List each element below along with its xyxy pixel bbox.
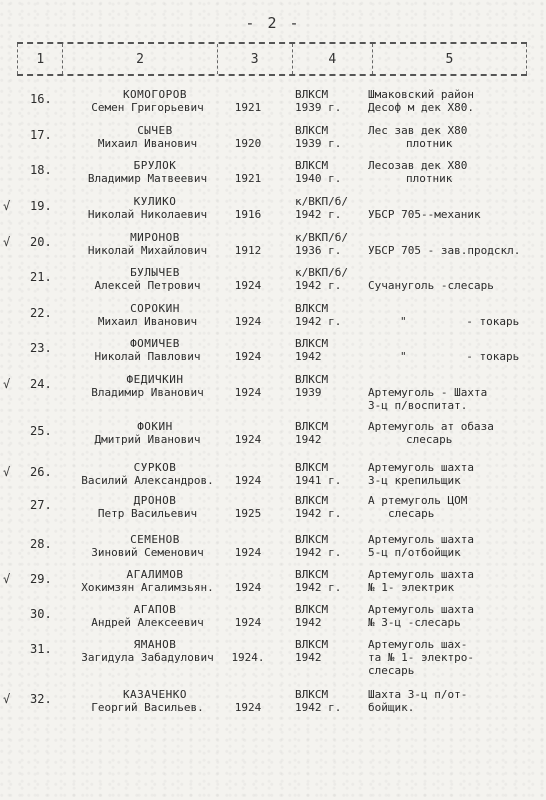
check-mark: √ — [3, 572, 11, 586]
table-row — [0, 494, 546, 530]
membership-org: к/ВКП/б/ — [295, 195, 348, 208]
workplace-line-1: УБСР 705--механик — [368, 208, 481, 221]
surname: ФЕДИЧКИН — [126, 373, 184, 386]
workplace-line-2: та № 1- электро- — [368, 651, 474, 664]
birth-year: 1924 — [234, 433, 262, 446]
membership-year: 1941 г. — [295, 474, 342, 487]
membership — [295, 373, 365, 399]
row-number: 28. — [30, 537, 52, 551]
page-number: - 2 - — [245, 14, 301, 32]
workplace — [368, 208, 546, 221]
workplace-line-1: Артемуголь шахта — [368, 603, 474, 616]
first-patronymic: Владимир Иванович — [91, 386, 204, 399]
membership — [295, 231, 365, 257]
row-number: 16. — [30, 92, 52, 106]
first-patronymic: Василий Александров. — [81, 474, 214, 487]
surname: КАЗАЧЕНКО — [122, 688, 188, 701]
membership-org: ВЛКСМ — [295, 337, 329, 350]
workplace — [368, 688, 546, 714]
workplace — [368, 568, 546, 594]
workplace-line-1: Лес зав дек Х80 — [368, 124, 468, 137]
membership — [295, 337, 365, 363]
column-header-4: 4 — [293, 44, 373, 74]
first-patronymic: Андрей Алексеевич — [91, 616, 204, 629]
check-mark: √ — [3, 235, 11, 249]
column-header-5: 5 — [373, 44, 527, 74]
membership-org: ВЛКСМ — [295, 533, 329, 546]
table-row — [0, 231, 546, 267]
check-mark: √ — [3, 692, 11, 706]
membership-year: 1942 г. — [295, 315, 342, 328]
birth-year: 1924 — [234, 315, 262, 328]
first-patronymic: Николай Павлович — [94, 350, 201, 363]
check-mark: √ — [3, 465, 11, 479]
row-number: 19. — [30, 199, 52, 213]
membership — [295, 688, 365, 714]
surname: СУРКОВ — [133, 461, 177, 474]
workplace-line-2: Десоф м дек Х80. — [368, 101, 474, 114]
membership-year: 1940 г. — [295, 172, 342, 185]
table-row — [0, 688, 546, 724]
membership-year: 1939 г. — [295, 101, 342, 114]
workplace-line-2: бойщик. — [368, 701, 415, 714]
membership-org: ВЛКСМ — [295, 302, 329, 315]
first-patronymic: Михаил Иванович — [97, 137, 198, 150]
membership — [295, 461, 365, 487]
membership — [295, 124, 365, 150]
column-header-3: 3 — [218, 44, 293, 74]
row-number: 27. — [30, 498, 52, 512]
workplace — [368, 386, 546, 412]
workplace-line-1: Артемуголь шахта — [368, 533, 474, 546]
table-row — [0, 638, 546, 688]
first-patronymic: Михаил Иванович — [97, 315, 198, 328]
first-patronymic: Георгий Васильев. — [91, 701, 204, 714]
membership-org: ВЛКСМ — [295, 568, 329, 581]
row-number: 30. — [30, 607, 52, 621]
surname: СЕМЕНОВ — [130, 533, 180, 546]
workplace-line-2: слесарь — [388, 507, 435, 520]
birth-year: 1924 — [234, 474, 262, 487]
check-mark: √ — [3, 199, 11, 213]
workplace-line-1: Артемуголь шахта — [368, 461, 474, 474]
membership-year: 1942 г. — [295, 208, 342, 221]
membership — [295, 88, 365, 114]
workplace-line-3: слесарь — [368, 664, 415, 677]
membership-year: 1939 — [295, 386, 322, 399]
membership-year: 1939 г. — [295, 137, 342, 150]
workplace-line-2: 3-ц п/воспитат. — [368, 399, 468, 412]
first-patronymic: Хокимзян Агалимзьян. — [81, 581, 214, 594]
table-row — [0, 124, 546, 160]
table-row — [0, 266, 546, 302]
membership-year: 1942 г. — [295, 701, 342, 714]
table-row — [0, 195, 546, 231]
row-number: 29. — [30, 572, 52, 586]
surname: СОРОКИН — [130, 302, 180, 315]
workplace-line-1: Артемуголь ат обаза — [368, 420, 494, 433]
membership-org: к/ВКП/б/ — [295, 266, 348, 279]
surname: КОМОГОРОВ — [122, 88, 188, 101]
column-header-1: 1 — [17, 44, 63, 74]
table-row — [0, 603, 546, 639]
membership — [295, 159, 365, 185]
row-number: 22. — [30, 306, 52, 320]
membership — [295, 533, 365, 559]
membership-org: ВЛКСМ — [295, 420, 329, 433]
row-number: 31. — [30, 642, 52, 656]
membership — [295, 603, 365, 629]
workplace — [368, 124, 546, 150]
workplace-line-2: № 3-ц -слесарь — [368, 616, 461, 629]
membership-year: 1942 г. — [295, 546, 342, 559]
membership-year: 1936 г. — [295, 244, 342, 257]
membership-year: 1942 г. — [295, 279, 342, 292]
workplace-line-2: слесарь — [406, 433, 453, 446]
membership — [295, 195, 365, 221]
membership-year: 1942 г. — [295, 581, 342, 594]
workplace-line-1: Артемуголь шах- — [368, 638, 468, 651]
table-row — [0, 533, 546, 569]
membership — [295, 302, 365, 328]
table-row — [0, 420, 546, 456]
workplace — [368, 244, 546, 257]
surname: ЯМАНОВ — [133, 638, 177, 651]
surname: АГАЛИМОВ — [126, 568, 184, 581]
membership-org: к/ВКП/б/ — [295, 231, 348, 244]
birth-year: 1921 — [234, 101, 262, 114]
first-patronymic: Дмитрий Иванович — [94, 433, 201, 446]
workplace — [368, 159, 546, 185]
first-patronymic: Семен Григорьевич — [91, 101, 204, 114]
birth-year: 1924 — [234, 350, 262, 363]
surname: СЫЧЕВ — [137, 124, 173, 137]
workplace — [368, 88, 546, 114]
surname: БУЛЫЧЕВ — [130, 266, 180, 279]
workplace — [368, 420, 546, 446]
membership — [295, 420, 365, 446]
table-row — [0, 159, 546, 195]
membership-year: 1942 г. — [295, 507, 342, 520]
membership-org: ВЛКСМ — [295, 124, 329, 137]
first-patronymic: Владимир Матвеевич — [87, 172, 208, 185]
membership — [295, 266, 365, 292]
workplace-line-2: № 1- электрик — [368, 581, 455, 594]
membership-org: ВЛКСМ — [295, 688, 329, 701]
workplace-line-2: плотник — [406, 172, 453, 185]
first-patronymic: Загидула Забадулович — [81, 651, 214, 664]
birth-year: 1924 — [234, 279, 262, 292]
workplace — [400, 315, 546, 328]
workplace-line-2: 5-ц п/отбойщик — [368, 546, 461, 559]
row-number: 21. — [30, 270, 52, 284]
membership-org: ВЛКСМ — [295, 494, 329, 507]
first-patronymic: Петр Васильевич — [97, 507, 198, 520]
membership-org: ВЛКСМ — [295, 638, 329, 651]
birth-year: 1924 — [234, 616, 262, 629]
first-patronymic: Николай Николаевич — [87, 208, 208, 221]
birth-year: 1912 — [234, 244, 262, 257]
first-patronymic: Николай Михайлович — [87, 244, 208, 257]
membership — [295, 638, 365, 664]
check-mark: √ — [3, 377, 11, 391]
membership-org: ВЛКСМ — [295, 603, 329, 616]
table-row — [0, 337, 546, 373]
membership-org: ВЛКСМ — [295, 461, 329, 474]
membership-year: 1942 — [295, 433, 322, 446]
workplace-line-1: " - токарь — [400, 350, 520, 363]
table-row — [0, 373, 546, 412]
first-patronymic: Алексей Петрович — [94, 279, 201, 292]
membership-year: 1942 — [295, 651, 322, 664]
membership-year: 1942 — [295, 616, 322, 629]
workplace-line-1: Артемуголь - Шахта — [368, 386, 488, 399]
table-row — [0, 461, 546, 497]
birth-year: 1916 — [234, 208, 262, 221]
membership-org: ВЛКСМ — [295, 88, 329, 101]
surname: ДРОНОВ — [133, 494, 177, 507]
workplace-line-1: Лесозав дек Х80 — [368, 159, 468, 172]
workplace-line-1: А ртемуголь ЦОМ — [368, 494, 468, 507]
workplace-line-1: " - токарь — [400, 315, 520, 328]
workplace — [368, 603, 546, 629]
workplace — [368, 638, 546, 677]
row-number: 25. — [30, 424, 52, 438]
workplace-line-1: УБСР 705 - зав.продскл. — [368, 244, 521, 257]
first-patronymic: Зиновий Семенович — [91, 546, 204, 559]
surname: ФОМИЧЕВ — [130, 337, 180, 350]
surname: БРУЛОК — [133, 159, 177, 172]
workplace — [368, 494, 546, 520]
workplace — [400, 350, 546, 363]
table-row — [0, 568, 546, 604]
birth-year: 1924 — [234, 701, 262, 714]
workplace-line-1: Шмаковский район — [368, 88, 474, 101]
table-header — [17, 42, 527, 76]
membership — [295, 568, 365, 594]
workplace — [368, 533, 546, 559]
workplace — [368, 279, 546, 292]
workplace-line-1: Артемуголь шахта — [368, 568, 474, 581]
membership-org: ВЛКСМ — [295, 373, 329, 386]
birth-year: 1921 — [234, 172, 262, 185]
row-number: 26. — [30, 465, 52, 479]
birth-year: 1920 — [234, 137, 262, 150]
birth-year: 1924. — [231, 651, 265, 664]
membership — [295, 494, 365, 520]
membership-org: ВЛКСМ — [295, 159, 329, 172]
workplace — [368, 461, 546, 487]
row-number: 17. — [30, 128, 52, 142]
row-number: 18. — [30, 163, 52, 177]
surname: АГАПОВ — [133, 603, 177, 616]
membership-year: 1942 — [295, 350, 322, 363]
birth-year: 1925 — [234, 507, 262, 520]
birth-year: 1924 — [234, 546, 262, 559]
surname: МИРОНОВ — [130, 231, 180, 244]
row-number: 24. — [30, 377, 52, 391]
surname: КУЛИКО — [133, 195, 177, 208]
table-row — [0, 302, 546, 338]
birth-year: 1924 — [234, 581, 262, 594]
birth-year: 1924 — [234, 386, 262, 399]
workplace-line-1: Шахта 3-ц п/от- — [368, 688, 468, 701]
workplace-line-1: Сучануголь -слесарь — [368, 279, 494, 292]
workplace-line-2: 3-ц крепильщик — [368, 474, 461, 487]
surname: ФОКИН — [137, 420, 173, 433]
row-number: 20. — [30, 235, 52, 249]
column-header-2: 2 — [63, 44, 217, 74]
table-row — [0, 88, 546, 124]
row-number: 23. — [30, 341, 52, 355]
workplace-line-2: плотник — [406, 137, 453, 150]
row-number: 32. — [30, 692, 52, 706]
